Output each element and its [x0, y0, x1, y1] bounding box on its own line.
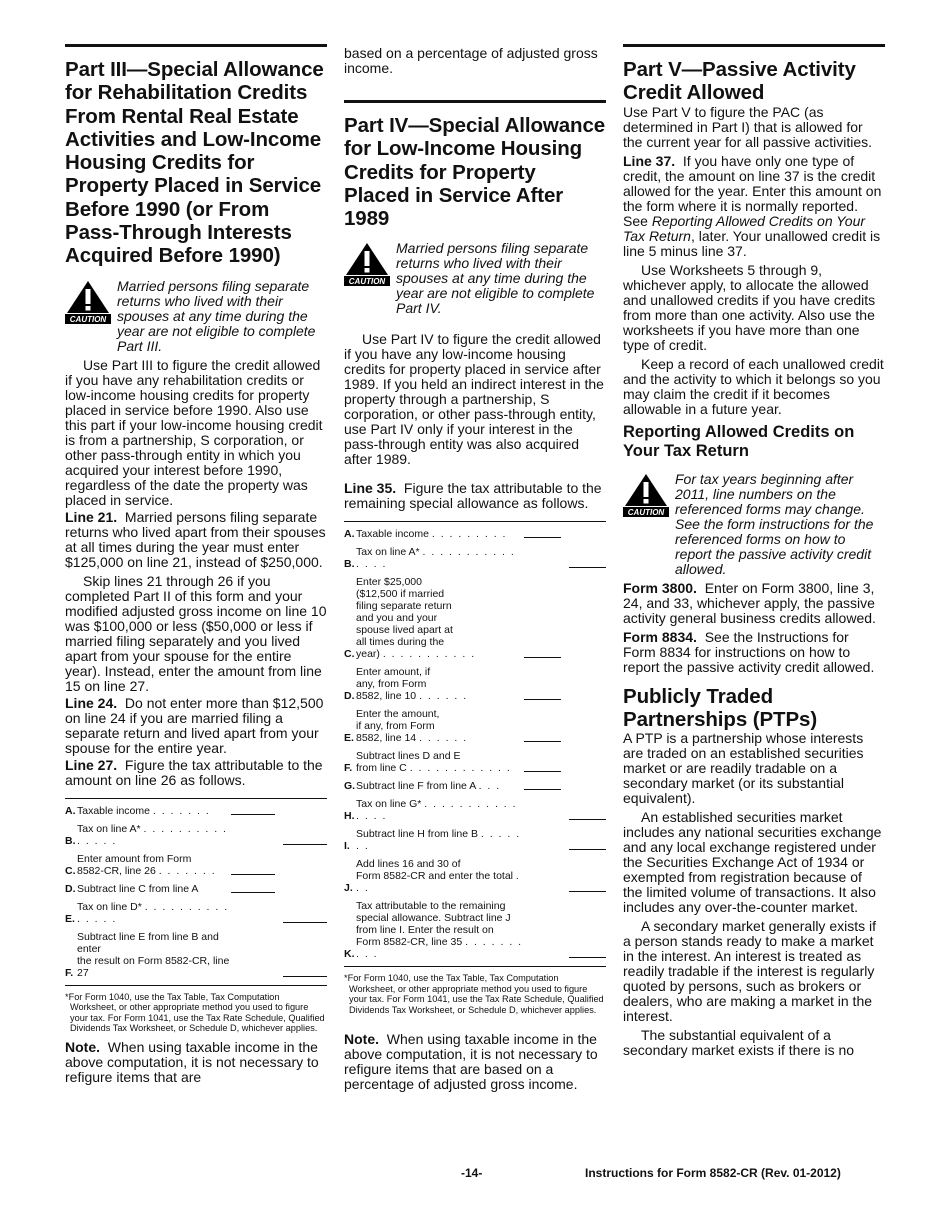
form-3800-text: Enter on Form 3800, line 3, 24, and 33, whichever apply, the passive activity general business credits allowed.	[623, 579, 876, 626]
worksheet-row-text: Tax on line G* . . . . . . . . . . . . . . .	[356, 798, 518, 823]
worksheet-row	[344, 828, 606, 852]
form-3800-paragraph	[623, 581, 885, 626]
worksheet-row-text: Add lines 16 and 30 of Form 8582-CR and enter the total . . .	[356, 858, 521, 895]
leader-dots: . . . . . . . . . . . . . . .	[356, 546, 516, 571]
worksheet-row-letter: G.	[344, 780, 356, 793]
worksheet-row-text: Taxable income . . . . . . . . .	[356, 528, 507, 541]
worksheet-row-text: Tax on line A* . . . . . . . . . . . . . . .	[356, 546, 516, 571]
worksheet-row-letter: D.	[344, 690, 355, 703]
worksheet-row-text: Subtract line E from line B and enter the result on Form 8582-CR, line 27	[77, 930, 230, 979]
worksheet-row	[65, 901, 327, 925]
worksheet-row-letter: I.	[344, 840, 350, 853]
entry-line-outer	[569, 567, 606, 568]
entry-line-outer	[569, 957, 606, 958]
paragraph: Use Part V to figure the PAC (as determined in Part I) that is allowed for the current year for all passive activities.	[623, 103, 872, 150]
entry-line-inner	[524, 699, 561, 700]
column-2	[344, 44, 606, 1092]
worksheet-part-iii	[65, 798, 327, 979]
worksheet-row	[65, 805, 327, 817]
leader-dots: . . . . . . . . . .	[356, 936, 523, 961]
worksheet-row-letter: A.	[65, 804, 76, 817]
ptp-heading: Publicly Traded Partnerships (PTPs)	[623, 684, 818, 731]
entry-line-inner	[231, 922, 275, 923]
worksheet-row	[344, 780, 606, 792]
leader-dots: . . .	[478, 780, 501, 793]
leader-dots: . . . . . . . . .	[431, 528, 507, 541]
document-title: Instructions for Form 8582-CR (Rev. 01-2012)	[585, 1166, 841, 1180]
entry-line-outer	[569, 891, 606, 892]
worksheet-row-text: Tax on line A* . . . . . . . . . . . . . . .	[77, 822, 228, 847]
part-iii-heading: Part III—Special Allowance for Rehabilitation Credits From Rental Real Estate Activities and Low-Income Housing Credits for Property Placed in Service Before 1990 (or From Pass-Through Interests Acquired Before 1990)	[65, 58, 324, 268]
entry-line-inner	[524, 657, 561, 658]
note-text: When using taxable income in the above computation, it is not necessary to refigure items that are based on a percentage of adjusted gross income.	[344, 1031, 598, 1093]
leader-dots: . . . . . .	[419, 732, 468, 745]
paragraph: A PTP is a partnership whose interests are traded on an established securities market or are readily tradable on a secondary market (or its substantial equivalent).	[623, 730, 864, 807]
worksheet-row-text: Subtract line F from line A . . .	[356, 780, 501, 793]
worksheet-row-letter: E.	[65, 912, 75, 925]
form-8834-text: See the Instructions for Form 8834 for instructions on how to report the passive activity credit allowed.	[623, 628, 875, 675]
caution-text: For tax years beginning after 2011, line numbers on the referenced forms may change. See the form instructions for the referenced forms on how to report the passive activity credit allowed.	[675, 470, 874, 577]
entry-line-inner	[524, 819, 561, 820]
worksheet-row-letter: H.	[344, 810, 355, 823]
worksheet-row-letter: F.	[344, 762, 353, 775]
entry-line-inner	[231, 814, 275, 815]
entry-line-outer	[569, 819, 606, 820]
line-37-label: Line 37.	[623, 152, 676, 169]
entry-line-outer	[569, 849, 606, 850]
line-27-paragraph	[65, 758, 327, 788]
leader-dots: . . . . . . . . . . . . . . .	[77, 900, 229, 925]
page-number: -14-	[461, 1166, 483, 1180]
leader-dots: . . . . . . .	[152, 804, 211, 817]
paragraph: Use Worksheets 5 through 9, whichever apply, to allocate the allowed and unallowed credits if you have credits from more than one activity. Also use the worksheets if you have more than one type of credit.	[623, 261, 876, 353]
entry-line-outer	[569, 699, 606, 700]
worksheet-row-letter: J.	[344, 882, 353, 895]
paragraph: Keep a record of each unallowed credit and the activity to which it belongs so you may claim the credit if it becomes allowable in a future year.	[623, 355, 884, 417]
line-27-text: Figure the tax attributable to the amount on line 26 as follows.	[65, 756, 323, 788]
entry-line-inner	[524, 891, 561, 892]
line-21-text: Married persons filing separate returns who lived apart from their spouses at all times during the year must enter $125,000 on line 21, instead of $250,000.	[65, 508, 326, 570]
entry-line-outer	[283, 814, 327, 815]
worksheet-row	[344, 900, 606, 960]
line-27-label: Line 27.	[65, 756, 118, 773]
worksheet-row-text: Enter $25,000 ($12,500 if married filing separate return and you and your spouse lived apart at all times during the year) . . . . . . . . . . .	[356, 576, 476, 661]
leader-dots: . . . . . . . . . . . . . . .	[77, 822, 228, 847]
part-iv-heading: Part IV—Special Allowance for Low-Income Housing Credits for Property Placed in Service After 1989	[344, 114, 606, 231]
worksheet-row	[65, 883, 327, 895]
line-24-label: Line 24.	[65, 694, 118, 711]
note-paragraph	[65, 1040, 327, 1085]
leader-dots: . . . . . . . . . . . .	[409, 762, 512, 775]
column-1	[65, 44, 327, 1085]
entry-line-outer	[283, 874, 327, 875]
entry-line-inner	[524, 741, 561, 742]
caution-note	[344, 241, 606, 316]
leader-dots: . . . . . . .	[356, 828, 521, 853]
entry-line-inner	[524, 537, 561, 538]
entry-line-inner	[524, 849, 561, 850]
paragraph: Use Part IV to figure the credit allowed if you have any low-income housing credits for property placed in service after 1989. If you held an indirect interest in the property through a partnership, S corporation, or other pass-through entity, use Part IV only if your interest in the pass-through entity was also acquired after 1989.	[344, 331, 604, 468]
note-text: When using taxable income in the above computation, it is not necessary to refigure items that are	[65, 1038, 319, 1085]
entry-line-outer	[569, 789, 606, 790]
leader-dots: . . . . . . . . . . .	[382, 648, 476, 661]
worksheet-row-text: Tax on line D* . . . . . . . . . . . . . . .	[77, 900, 229, 925]
entry-line-inner	[231, 976, 275, 977]
worksheet-row	[65, 853, 327, 877]
entry-line-inner	[231, 892, 275, 893]
line-37-text: If you have only one type of credit, the amount on line 37 is the credit allowed for the year. Enter this amount on the form where it is normally reported. See	[623, 152, 882, 229]
entry-line-inner	[524, 567, 561, 568]
entry-line-outer	[283, 892, 327, 893]
form-8834-label: Form 8834.	[623, 628, 697, 645]
worksheet-footnote: *For Form 1040, use the Tax Table, Tax Computation Worksheet, or other appropriate method you used to figure your tax. For Form 1041, use the Tax Rate Schedule, Qualified Dividends Tax Worksheet, or Schedule D, whichever applies.	[344, 973, 604, 1015]
entry-line-outer	[283, 922, 327, 923]
entry-line-inner	[231, 874, 275, 875]
note-label: Note.	[65, 1038, 100, 1055]
worksheet-row	[344, 798, 606, 822]
worksheet-row	[65, 823, 327, 847]
line-24-paragraph	[65, 696, 327, 756]
caution-text: Married persons filing separate returns who lived with their spouses at any time during the year are not eligible to complete Part III.	[117, 277, 316, 354]
worksheet-row-letter: B.	[65, 834, 76, 847]
leader-dots: . . .	[356, 870, 521, 895]
worksheet-row-letter: C.	[65, 864, 76, 877]
section-rule	[344, 100, 606, 103]
worksheet-row-letter: C.	[344, 648, 355, 661]
worksheet-row-text: Subtract line C from line A	[77, 882, 199, 895]
worksheet-row-letter: K.	[344, 948, 355, 961]
leader-dots: . . . . . . .	[158, 864, 217, 877]
paragraph: An established securities market includes any national securities exchange and any local exchange registered under the Securities Exchange Act of 1934 or exempted from registration because of the limited volume of transactions. It also includes any over-the-counter market.	[623, 809, 882, 916]
line-37-paragraph	[623, 154, 885, 259]
entry-line-inner	[524, 957, 561, 958]
worksheet-row	[344, 858, 606, 894]
entry-line-outer	[569, 657, 606, 658]
worksheet-row-letter: A.	[344, 528, 355, 541]
worksheet-row-text: Taxable income . . . . . . .	[77, 804, 211, 817]
paragraph: Use Part III to figure the credit allowed if you have any rehabilitation credits or low-income housing credits for property placed in service before 1990. Also use this part if your low-income housing credit is from a partnership, S corporation, or other pass-through entity in which you acquired your interest before 1990, regardless of the date the property was placed in service.	[65, 356, 323, 508]
worksheet-row	[344, 666, 606, 702]
note-paragraph	[344, 1032, 606, 1092]
worksheet-row	[344, 750, 606, 774]
line-37-reference: Reporting Allowed Credits on Your Tax Return	[623, 212, 866, 244]
continued-paragraph: based on a percentage of adjusted gross income.	[344, 45, 598, 76]
caution-icon	[65, 280, 111, 324]
entry-line-outer	[283, 844, 327, 845]
entry-line-inner	[524, 771, 561, 772]
worksheet-row-text: Tax attributable to the remaining special allowance. Subtract line J from line I. Enter the result on Form 8582-CR, line 35 . . . . . . . . . .	[356, 900, 523, 961]
line-35-label: Line 35.	[344, 480, 397, 497]
leader-dots: . . . . . . . . . . . . . . .	[356, 798, 518, 823]
section-rule	[623, 44, 885, 47]
section-rule	[65, 44, 327, 47]
worksheet-row-letter: F.	[65, 966, 74, 979]
caution-text: Married persons filing separate returns who lived with their spouses at any time during the year are not eligible to complete Part IV.	[396, 240, 595, 317]
caution-note	[65, 279, 327, 354]
worksheet-row-letter: D.	[65, 882, 76, 895]
entry-line-outer	[569, 537, 606, 538]
worksheet-row-letter: B.	[344, 558, 355, 571]
worksheet-footnote: *For Form 1040, use the Tax Table, Tax Computation Worksheet, or other appropriate method you used to figure your tax. For Form 1041, use the Tax Rate Schedule, Qualified Dividends Tax Worksheet, or Schedule D, whichever applies.	[65, 991, 325, 1034]
worksheet-row	[344, 528, 606, 540]
form-3800-label: Form 3800.	[623, 579, 697, 596]
entry-line-inner	[231, 844, 275, 845]
paragraph: Skip lines 21 through 26 if you completed Part II of this form and your modified adjusted gross income on line 10 was $100,000 or less ($50,000 or less if married filing separately and you lived apart from your spouse for the entire year). Instead, enter the amount from line 15 on line 27.	[65, 572, 327, 694]
paragraph: A secondary market generally exists if a person stands ready to make a market in the interest. An interest is treated as readily tradable if the interest is regularly quoted by persons, such as brokers or dealers, who are making a market in the interest.	[623, 918, 876, 1025]
caution-note	[623, 472, 885, 577]
note-label: Note.	[344, 1031, 379, 1048]
line-21-label: Line 21.	[65, 508, 118, 525]
entry-line-outer	[569, 771, 606, 772]
entry-line-outer	[283, 976, 327, 977]
worksheet-row-text: Subtract line H from line B . . . . . . .	[356, 828, 521, 853]
line-24-text: Do not enter more than $12,500 on line 24 if you are married filing a separate return and lived apart from your spouse for the entire year.	[65, 694, 324, 756]
line-35-text: Figure the tax attributable to the remaining special allowance as follows.	[344, 480, 602, 512]
line-21-paragraph	[65, 510, 327, 570]
worksheet-row-text: Enter amount from Form 8582-CR, line 26 . . . . . . .	[77, 852, 217, 877]
reporting-heading: Reporting Allowed Credits on Your Tax Return	[623, 422, 855, 460]
caution-icon	[344, 242, 390, 286]
worksheet-row-text: Subtract lines D and E from line C . . . . . . . . . . . .	[356, 750, 512, 775]
entry-line-inner	[524, 789, 561, 790]
worksheet-row	[344, 576, 606, 660]
leader-dots: . . . . . .	[419, 690, 468, 703]
worksheet-row	[65, 931, 327, 979]
worksheet-row-text: Enter the amount, if any, from Form 8582, line 14 . . . . . .	[356, 708, 468, 745]
entry-line-outer	[569, 741, 606, 742]
paragraph: The substantial equivalent of a secondary market exists if there is no	[623, 1027, 855, 1059]
worksheet-part-iv	[344, 521, 606, 960]
worksheet-row	[344, 708, 606, 744]
caution-icon	[623, 473, 669, 517]
line-35-paragraph	[344, 481, 606, 511]
form-8834-paragraph	[623, 630, 885, 675]
line-37-text-end: , later. Your unallowed credit is line 5 minus line 37.	[623, 227, 881, 259]
worksheet-row-text: Enter amount, if any, from Form 8582, line 10 . . . . . .	[356, 666, 468, 703]
worksheet-row	[344, 546, 606, 570]
part-v-heading: Part V—Passive Activity Credit Allowed	[623, 58, 856, 105]
column-3	[623, 44, 885, 1058]
worksheet-row-letter: E.	[344, 732, 354, 745]
